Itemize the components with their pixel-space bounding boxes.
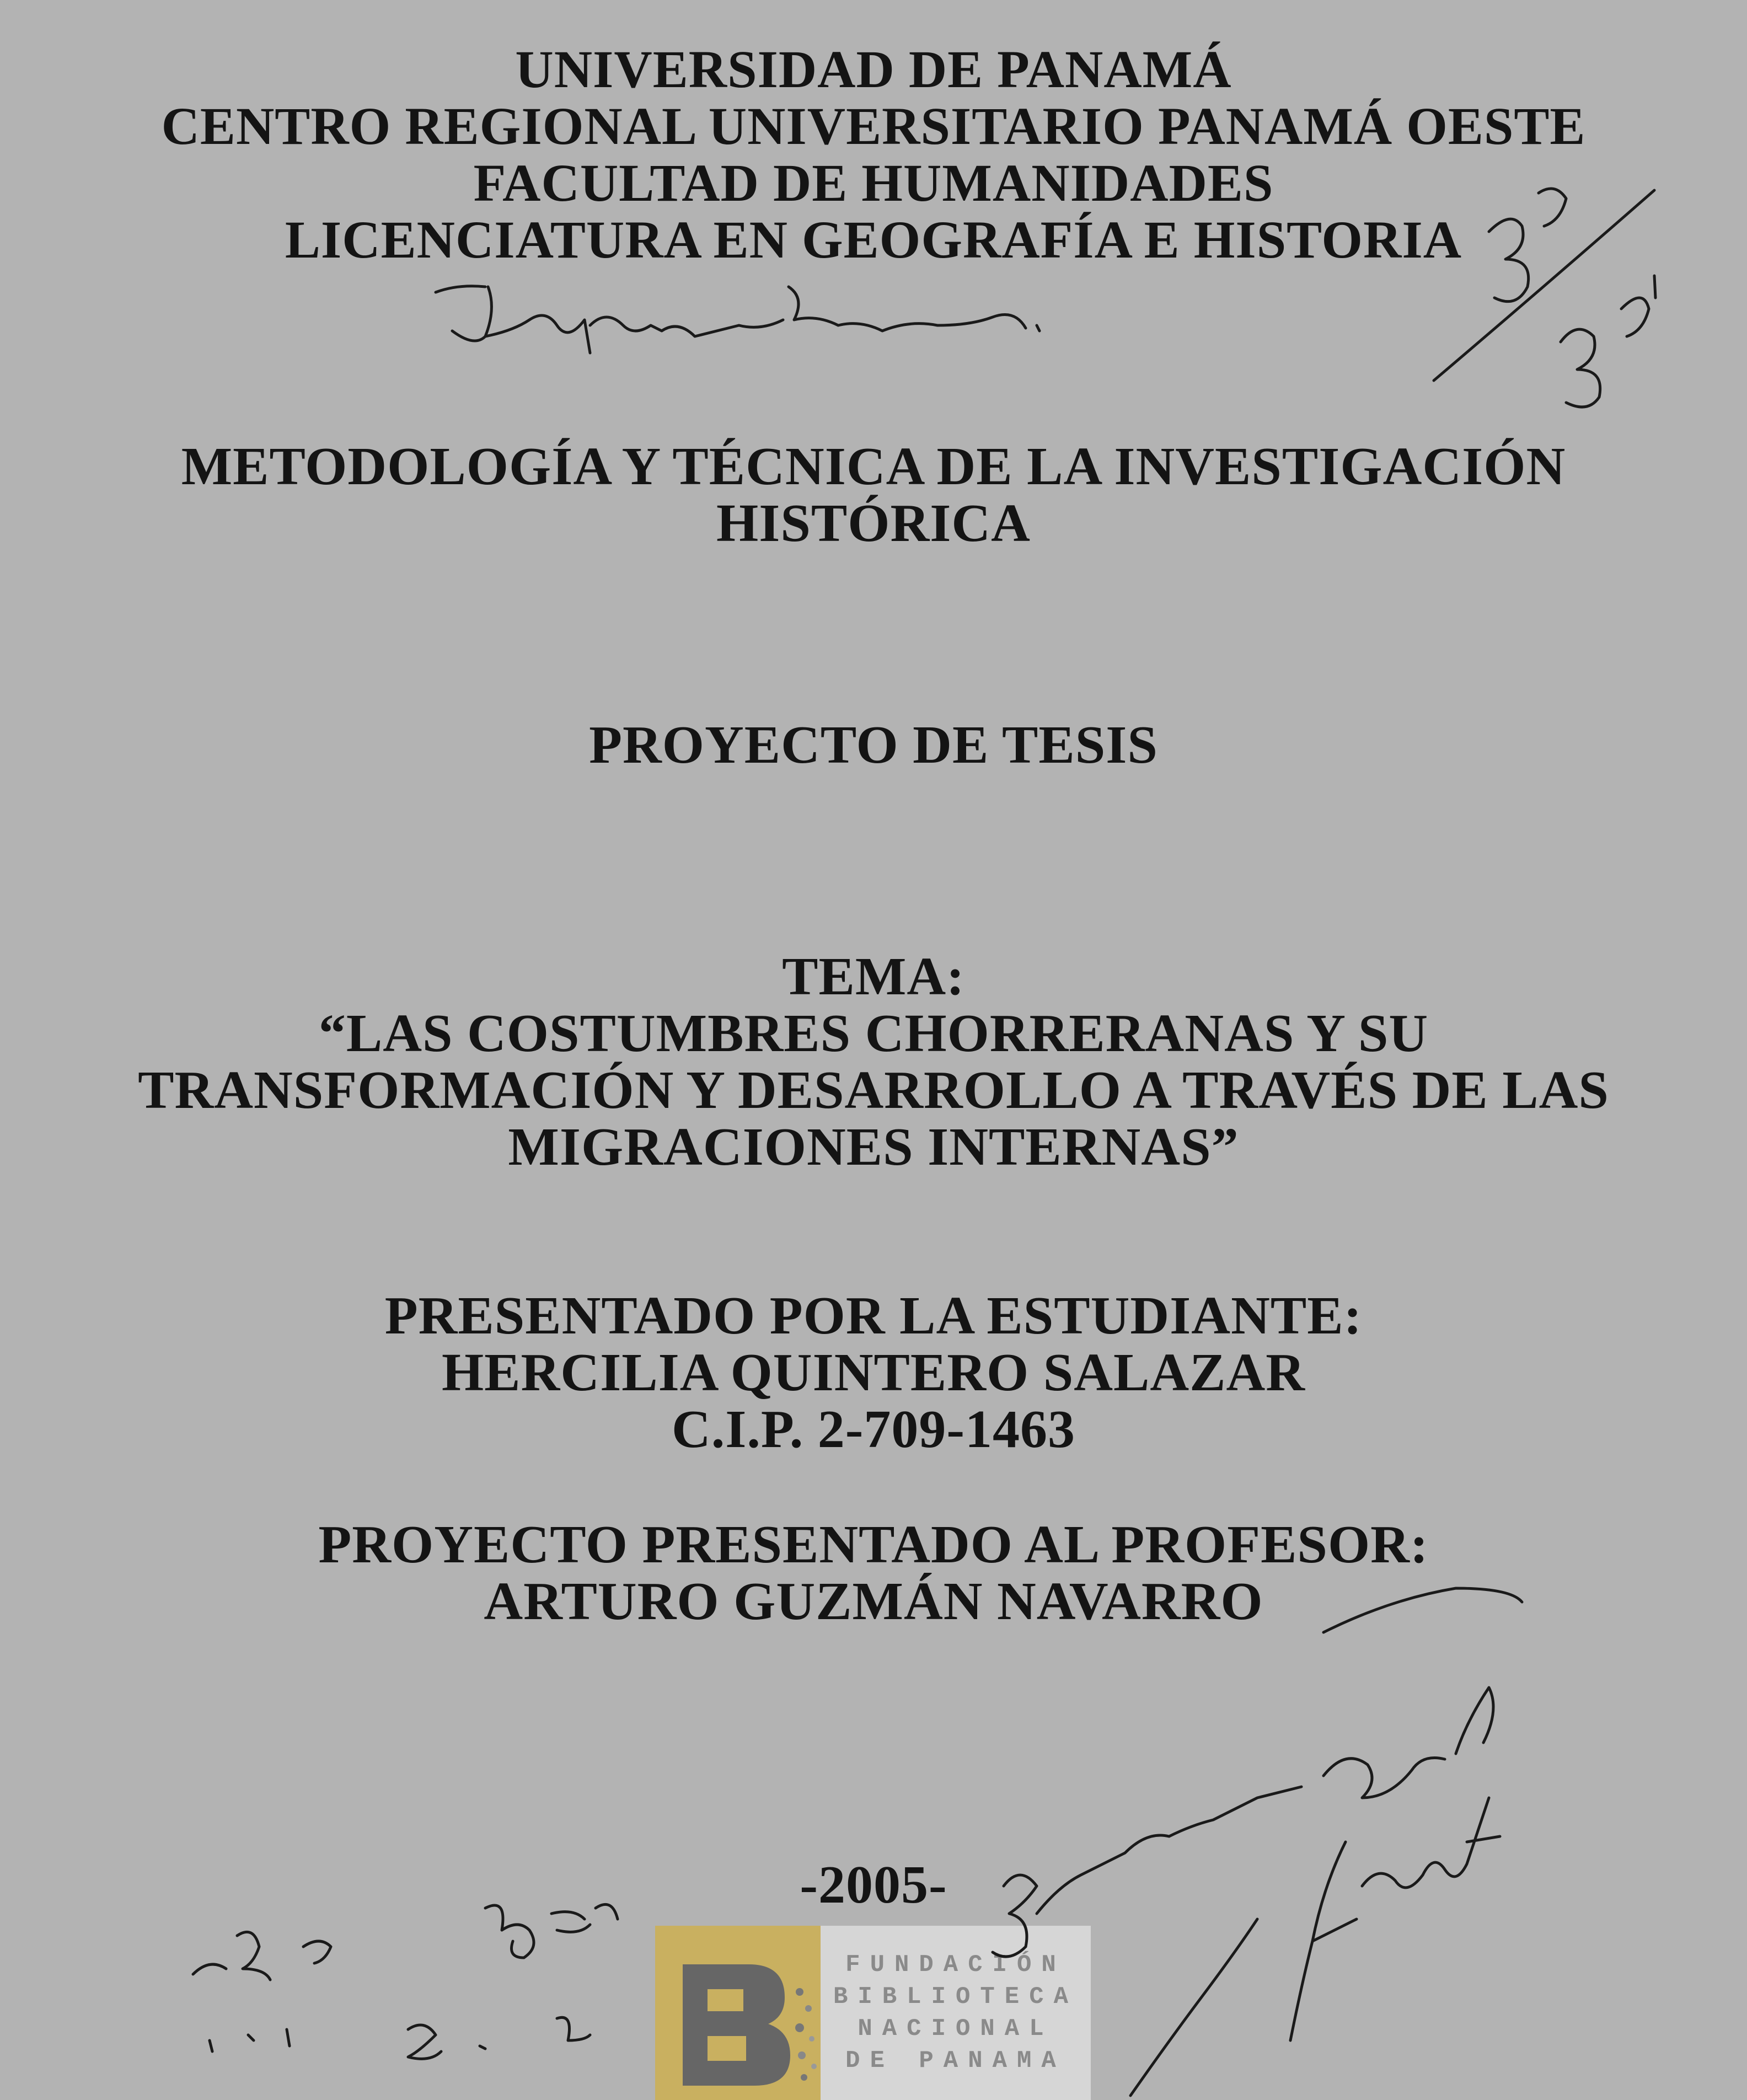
degree-program: LICENCIATURA EN GEOGRAFÍA E HISTORIA (285, 210, 1462, 269)
library-foundation-logo (655, 1926, 1091, 2100)
course-title-line1: METODOLOGÍA Y TÉCNICA DE LA INVESTIGACIÓN (181, 437, 1566, 496)
logo-text-line3: NACIONAL (858, 2015, 1054, 2043)
document-type: PROYECTO DE TESIS (589, 715, 1158, 775)
professor-label: PROYECTO PRESENTADO AL PROFESOR: (318, 1515, 1429, 1574)
student-cip: C.I.P. 2-709-1463 (671, 1400, 1076, 1459)
logo-text-line4: DE PANAMA (845, 2047, 1066, 2075)
logo-letter-b-icon (655, 1926, 821, 2100)
faculty: FACULTAD DE HUMANIDADES (473, 153, 1274, 212)
student-name: HERCILIA QUINTERO SALAZAR (441, 1343, 1306, 1402)
course-title-line2: HISTÓRICA (716, 494, 1031, 553)
professor-name: ARTURO GUZMÁN NAVARRO (484, 1572, 1263, 1631)
logo-text-line1: FUNDACIÓN (845, 1951, 1066, 1979)
topic-label: TEMA: (782, 947, 965, 1006)
year: -2005- (800, 1855, 947, 1915)
topic-line2: TRANSFORMACIÓN Y DESARROLLO A TRAVÉS DE LAS (138, 1060, 1609, 1120)
logo-text-line2: BIBLIOTECA (833, 1983, 1079, 2011)
topic-line1: “LAS COSTUMBRES CHORRERANAS Y SU (318, 1004, 1429, 1063)
topic-line3: MIGRACIONES INTERNAS” (508, 1117, 1239, 1177)
logo-wordmark (821, 1926, 1091, 2100)
student-label: PRESENTADO POR LA ESTUDIANTE: (384, 1286, 1363, 1346)
university-name: UNIVERSIDAD DE PANAMÁ (515, 40, 1232, 99)
regional-center: CENTRO REGIONAL UNIVERSITARIO PANAMÁ OESTE (161, 97, 1586, 156)
